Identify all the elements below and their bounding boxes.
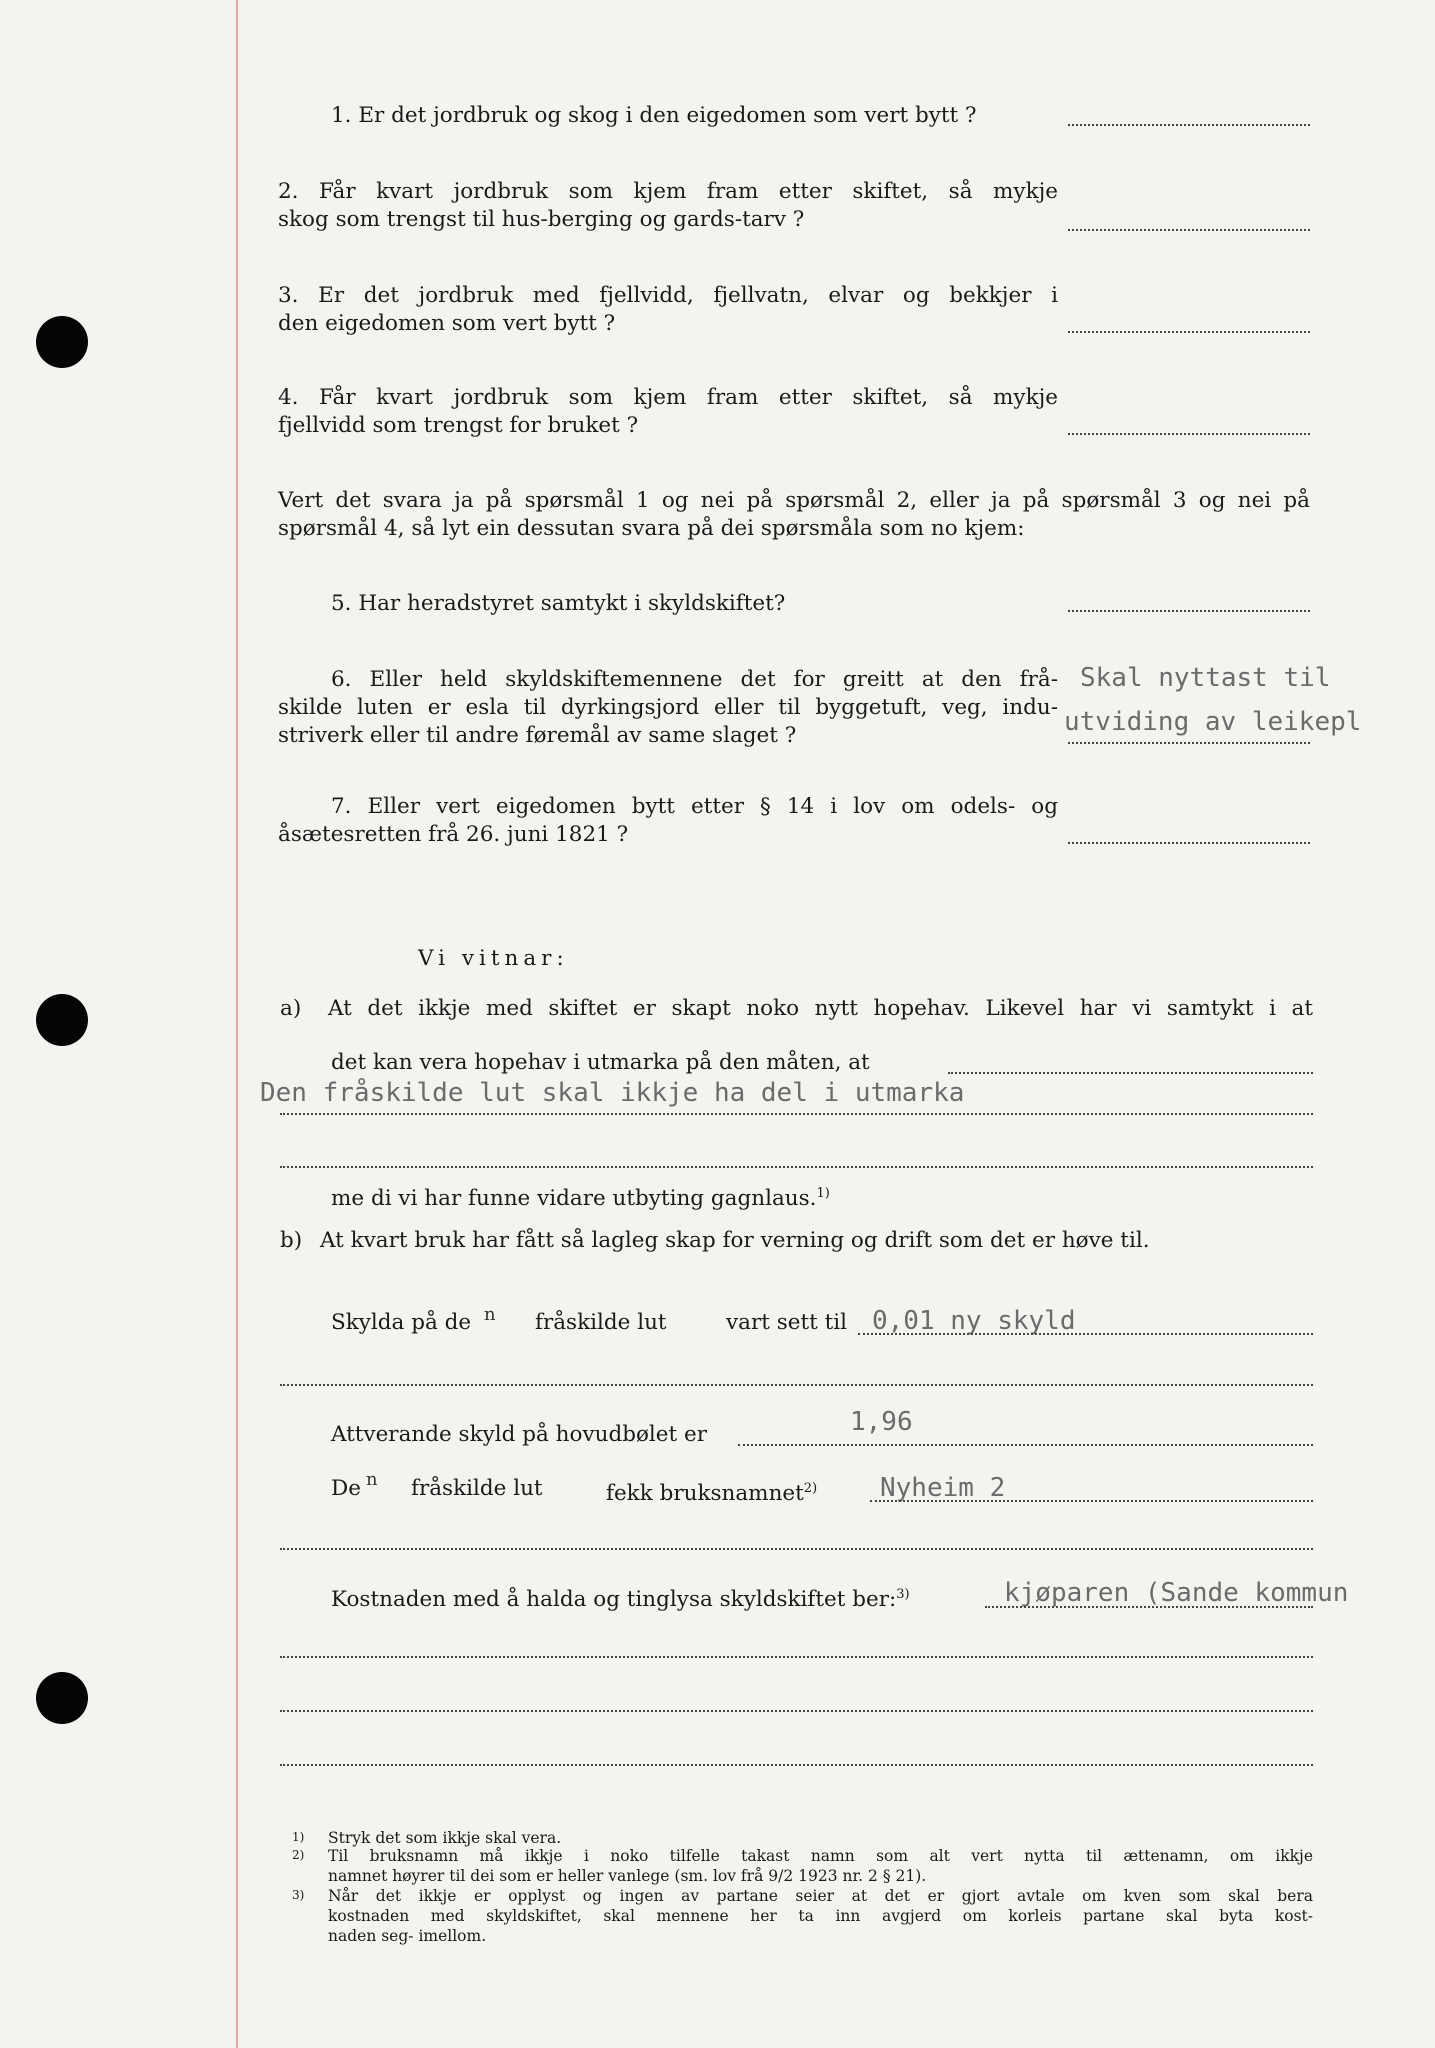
footnote-3-number: 3) [292, 1888, 305, 1902]
bruksnamn-pre: De [331, 1476, 361, 1501]
vitnar-a-label: a) [280, 996, 302, 1021]
answer-line-kostnad[interactable] [985, 1606, 1313, 1608]
vitnar-a-line-1: At det ikkje med skiftet er skapt noko nytt hopehav. Likevel har vi samtykt i at [328, 996, 1313, 1021]
question-3-line-2: den eigedomen som vert bytt ? [278, 311, 616, 336]
question-6-line-1: 6. Eller held skyldskiftemennene det for greitt at den frå- [331, 667, 1058, 692]
footnote-ref-3: 3) [896, 1587, 910, 1602]
answer-line-bruksnamn-2[interactable] [280, 1548, 1313, 1550]
vitnar-b-line: At kvart bruk har fått så lagleg skap for verning og drift som det er høve til. [320, 1228, 1150, 1253]
footnote-2-number: 2) [292, 1848, 305, 1862]
bruksnamn-post: fekk bruksnamnet [606, 1481, 804, 1507]
footnote-3-line-1: Når det ikkje er opplyst og ingen av partane seier at det er gjort avtale om kven som skal bera [328, 1887, 1313, 1905]
question-5: 5. Har heradstyret samtykt i skyldskiftet? [331, 591, 786, 616]
kostnad-label [331, 1581, 910, 1614]
question-4-line-1: 4. Får kvart jordbruk som kjem fram etter skiftet, så mykje [278, 385, 1058, 410]
answer-line-attverande[interactable] [738, 1444, 1313, 1446]
skylda-label-post: vart sett til [726, 1310, 847, 1335]
margin-line [236, 0, 238, 2048]
bruksnamn-mid: fråskilde lut [411, 1476, 543, 1501]
vitnar-a-end-text: me di vi har funne vidare utbyting gagnlaus. [331, 1186, 817, 1212]
answer-line-skylda[interactable] [858, 1333, 1313, 1335]
bruksnamn-label [606, 1475, 817, 1508]
answer-line-kostnad-4[interactable] [280, 1764, 1313, 1766]
bruksnamn-insert: n [366, 1469, 378, 1490]
question-3-line-1: 3. Er det jordbruk med fjellvidd, fjellvatn, elvar og bekkjer i [278, 283, 1058, 308]
answer-line-a-3[interactable] [280, 1166, 1313, 1168]
footnote-ref-2: 2) [803, 1481, 818, 1496]
skylda-label-mid: fråskilde lut [535, 1310, 667, 1335]
footnote-2-line-1: Til bruksnamn må ikkje i noko tilfelle takast namn som alt vert nytta til ættenamn, om ikkje [328, 1847, 1313, 1865]
answer-line-q6[interactable] [1068, 742, 1310, 744]
vitnar-heading: Vi vitnar: [418, 946, 569, 971]
question-6-line-2: skilde luten er esla til dyrkingsjord eller til byggetuft, veg, indu- [278, 695, 1058, 720]
question-2-line-1: 2. Får kvart jordbruk som kjem fram etter skiftet, så mykje [278, 179, 1058, 204]
punch-hole-middle [36, 994, 88, 1046]
footnote-2-line-2: namnet høyrer til dei som er heller vanlege (sm. lov frå 9/2 1923 nr. 2 § 21). [328, 1867, 927, 1885]
attverande-value[interactable]: 1,96 [850, 1407, 913, 1437]
skylda-label-pre: Skylda på de [331, 1310, 472, 1335]
vitnar-a-line-2: det kan vera hopehav i utmarka på den måten, at [331, 1050, 870, 1075]
question-6-line-3: striverk eller til andre føremål av same slaget ? [278, 723, 797, 748]
answer-vitnar-a[interactable]: Den fråskilde lut skal ikkje ha del i utmarka [260, 1078, 965, 1108]
answer-line-a-2[interactable] [280, 1113, 1313, 1115]
answer-line-q5[interactable] [1068, 610, 1310, 612]
question-7-line-2: åsætesretten frå 26. juni 1821 ? [278, 822, 629, 847]
vitnar-b-label: b) [280, 1228, 303, 1253]
footnote-1-number: 1) [292, 1830, 305, 1844]
kostnad-value[interactable]: kjøparen (Sande kommun [1004, 1578, 1349, 1608]
question-2-line-2: skog som trengst til hus-berging og gards-tarv ? [278, 207, 805, 232]
skylda-label-insert: n [484, 1304, 496, 1325]
footnote-3-line-3: naden seg- imellom. [328, 1927, 487, 1945]
punch-hole-top [36, 316, 88, 368]
skylda-value[interactable]: 0,01 ny skyld [872, 1306, 1076, 1336]
answer-line-bruksnamn[interactable] [870, 1500, 1313, 1502]
answer-line-q3[interactable] [1068, 331, 1310, 333]
answer-line-q7[interactable] [1068, 842, 1310, 844]
kostnad-text: Kostnaden med å halda og tinglysa skyldskiftet ber: [331, 1587, 897, 1613]
question-7-line-1: 7. Eller vert eigedomen bytt etter § 14 i lov om odels- og [331, 794, 1058, 819]
answer-line-kostnad-3[interactable] [280, 1710, 1313, 1712]
instruction-line-2: spørsmål 4, så lyt ein dessutan svara på dei spørsmåla som no kjem: [278, 516, 1025, 541]
answer-q6-line-2[interactable]: utviding av leikepl [1064, 707, 1362, 737]
answer-line-q1[interactable] [1068, 124, 1310, 126]
answer-line-q2[interactable] [1068, 229, 1310, 231]
instruction-line-1: Vert det svara ja på spørsmål 1 og nei på spørsmål 2, eller ja på spørsmål 3 og nei på [278, 488, 1310, 513]
answer-line-skylda-2[interactable] [280, 1384, 1313, 1386]
vitnar-a-end [331, 1180, 830, 1213]
attverande-label: Attverande skyld på hovudbølet er [331, 1422, 707, 1447]
footnote-3-line-2: kostnaden med skyldskiftet, skal mennene her ta inn avgjerd om korleis partane skal byta kost- [328, 1907, 1313, 1925]
punch-hole-bottom [36, 1672, 88, 1724]
footnote-ref-1: 1) [816, 1186, 830, 1201]
question-4-line-2: fjellvidd som trengst for bruket ? [278, 413, 639, 438]
footnote-1-line-1: Stryk det som ikkje skal vera. [328, 1829, 562, 1847]
answer-q6-line-1[interactable]: Skal nyttast til [1080, 663, 1331, 693]
answer-line-a-1[interactable] [948, 1072, 1313, 1074]
question-1: 1. Er det jordbruk og skog i den eigedomen som vert bytt ? [331, 103, 977, 128]
answer-line-kostnad-2[interactable] [280, 1656, 1313, 1658]
bruksnamn-value[interactable]: Nyheim 2 [880, 1473, 1006, 1503]
answer-line-q4[interactable] [1068, 433, 1310, 435]
